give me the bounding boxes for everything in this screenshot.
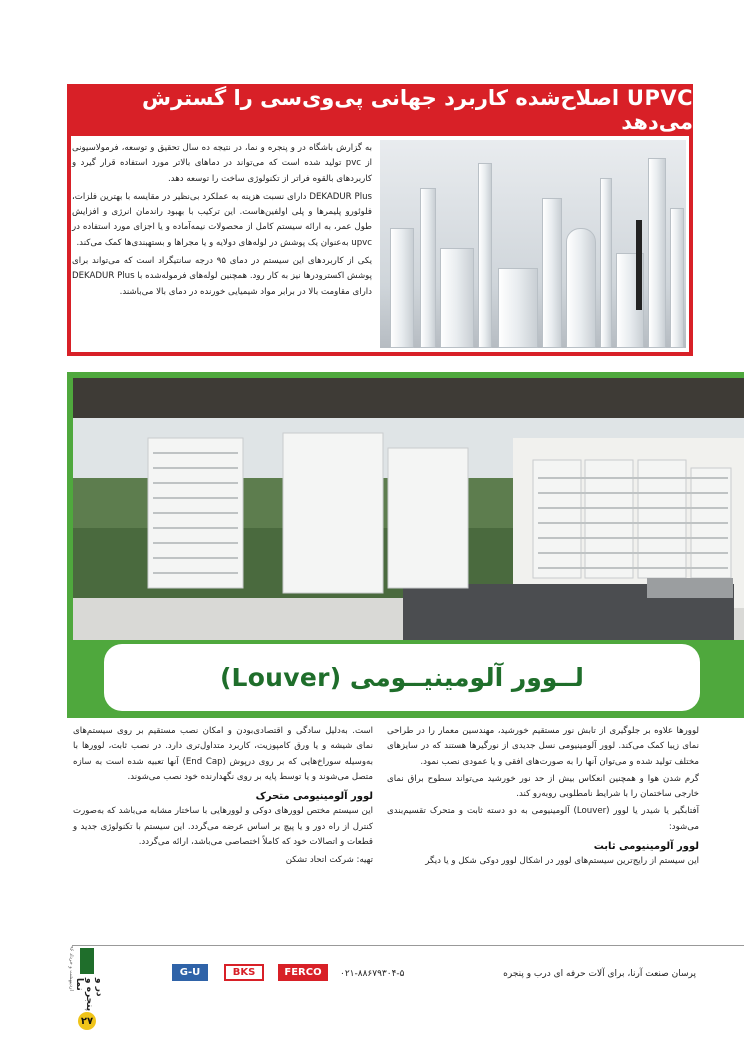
article2-left-column [73,724,373,924]
upvc-profiles-photo [380,140,686,348]
article1-paragraph: یکی از کاربردهای این سیستم در دمای ۹۵ درجه سانتیگراد است که می‌تواند برای پوشش اکسترودرها نیز به کار رود. همچنین لوله‌های فرموله‌شده با DEKADUR Plus دارای مقاومت بالا در برابر مواد شیمیایی خورنده در دمای بالا می‌باشند. [72,256,372,297]
bks-logo: BKS [224,964,264,981]
louver-title-box [104,644,700,711]
fixed-louver-subheading: لوور آلومینیومی ثابت [593,841,699,853]
article2-paragraph: گرم شدن هوا و همچنین انعکاس بیش از حد نور خورشید می‌تواند سطوح براق نمای خارجی ساختمان را با شرایط نامطلوبی روبه‌رو کند. [387,773,699,800]
gu-logo: G-U [172,964,208,981]
magazine-logo-icon [80,948,94,974]
article2-paragraph: این سیستم مختص لوورهای دوکی و لوورهایی با ساختار مشابه می‌باشد که به‌صورت کنترل از راه دور و یا پیچ بر اساس عرضه می‌گردد. این سیستم با تکنولوژی جدید و قطعات و اتصالات خود که کاملاً اختصاصی می‌باشد، ارائه می‌گردد. [73,806,373,848]
movable-louver-subheading: لوور آلومینیومی متحرک [255,791,373,803]
article1-body [72,141,372,351]
footer-company: پرسان صنعت آرنا، برای آلات حرفه ای درب و پنجره [503,969,696,979]
footer-phone: ۰۲۱-۸۸۶۷۹۳۰۴-۵ [340,969,405,979]
article1-paragraph: به گزارش باشگاه در و پنجره و نما، در نتیجه ده سال تحقیق و توسعه، فرمولاسیونی از pvc تولید شده است که می‌تواند در دماهای بالاتر مورد استفاده قرار گیرد و کاربردهای بالقوه فراتر از تکنولوژی ساخت را توسعه دهد. [72,143,372,184]
article2-paragraph: این سیستم از رایج‌ترین سیستم‌های لوور در اشکال لوور دوکی شکل و یا دیگر [425,856,699,867]
issue-note: اردیبهشت و خرداد ۹۶ [68,946,74,991]
article2-title: لــوور آلومینیــومی (Louver) [220,663,584,692]
article1-title-banner [67,84,693,136]
louver-patio-photo [73,378,744,640]
page-number: ۲۷ [78,1012,96,1030]
article2-paragraph: لوورها علاوه بر جلوگیری از تابش نور مستقیم خورشید، مهندسین معمار را در طراحی نمای زیبا کمک می‌کند. لوور آلومینیومی نسل جدیدی از نورگیرها هستند که در سایزهای مختلف تولید شده و می‌توان آنها را به صورت‌های افقی و یا عمودی نصب نمود. [387,726,699,767]
article2-paragraph: آفتابگیر یا شیدر یا لوور (Louver) آلومینیومی به دو دسته ثابت و متحرک تقسیم‌بندی می‌شود: [387,806,699,832]
footer-advert [340,964,696,984]
article2-paragraph: است. به‌دلیل سادگی و اقتصادی‌بودن و امکان نصب مستقیم بر روی سیستم‌های نمای شیشه و یا ورق کامپوزیت، کاربرد متداول‌تری دارد. در نصب ثابت، لوورها با به‌وسیله سوراخ‌هایی که بر روی درپوش (End Cap) آنها تعبیه شده است به سازه متصل می‌شوند و یا توسط پایه بر روی نگهدارنده خود نصب می‌شوند. [73,726,373,782]
article1-paragraph: DEKADUR Plus دارای نسبت هزینه به عملکرد بی‌نظیر در مقایسه با بهترین فلزات، فلوئورو پلیمرها و پلی اولفین‌هاست. این ترکیب با بهبود راندمان انرژی و افزایش طول عمر، به ارائه سیستم کامل از محصولات نیمه‌آماده و یا اجزای مورد استفاده در upvc به‌عنوان یک پوشش در لوله‌های دولایه و یا مجراها و بستهبندی‌ها کمک می‌کند. [72,191,373,248]
magazine-name: در و پنجره و نما [74,978,104,1012]
footer-divider [72,945,744,946]
ferco-logo: FERCO [278,964,328,981]
article-credit: تهیه: شرکت اتحاد تشکن [285,855,373,866]
article1-title: UPVC اصلاح‌شده کاربرد جهانی پی‌وی‌سی را گسترش می‌دهد [142,86,693,134]
article2-right-column [387,724,699,924]
